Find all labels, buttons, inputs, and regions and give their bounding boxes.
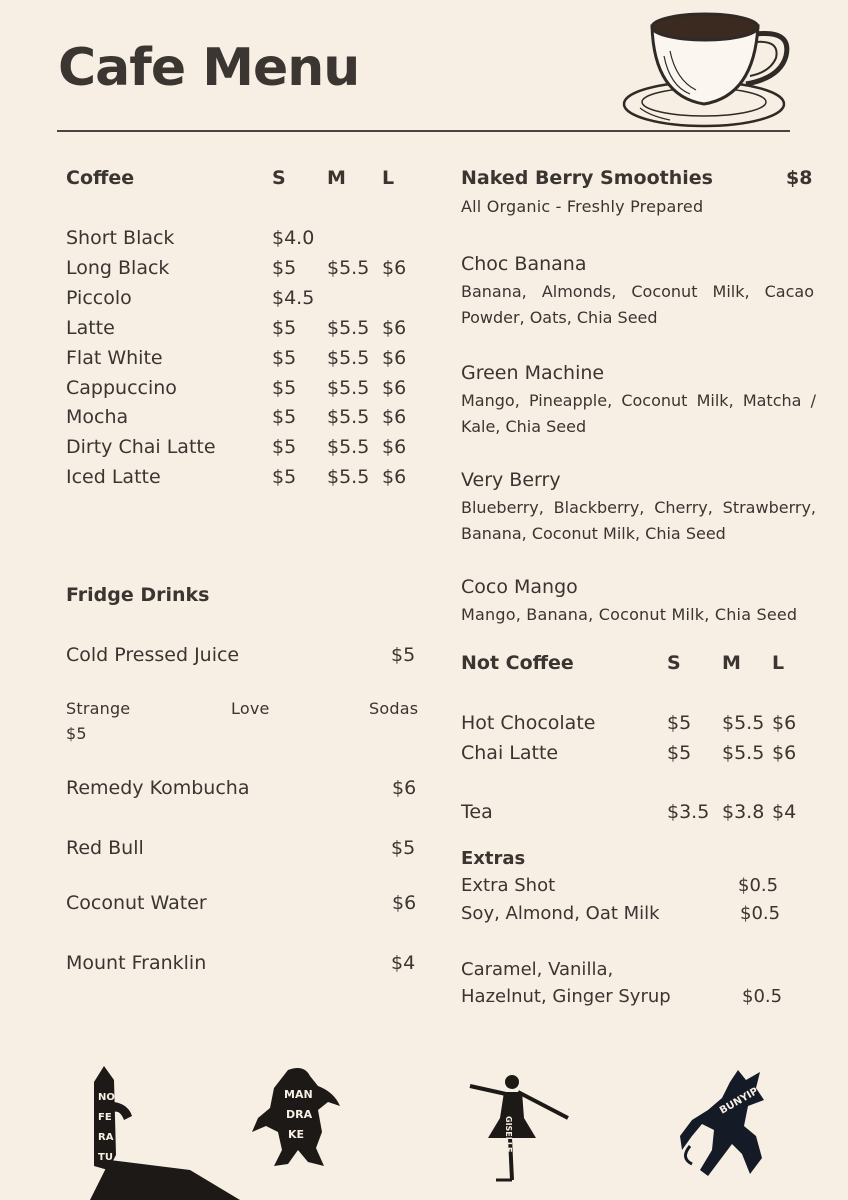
coffee-price-m: $5.5: [327, 257, 370, 279]
notcoffee-price-s: $5: [667, 742, 692, 764]
smoothie-desc: Mango, Pineapple, Coconut Milk, Matcha / Kale, Chia Seed: [461, 391, 816, 436]
nosferatu-text-1: NOS: [98, 1092, 123, 1103]
notcoffee-price-s: $5: [667, 712, 692, 734]
mandrake-logo: [248, 1062, 344, 1172]
mandrake-text-2: DRA: [286, 1108, 313, 1121]
fridge-item-name: Cold Pressed Juice: [66, 644, 240, 666]
coffee-item-name: Mocha: [66, 406, 129, 428]
coffee-item-name: Cappuccino: [66, 377, 177, 399]
fridge-item-price: $6: [392, 777, 417, 799]
distillery-text: DISTILLERY: [115, 1166, 161, 1184]
sodas-word-1: Strange: [66, 699, 131, 718]
notcoffee-price-l: $6: [772, 712, 797, 734]
fridge-item-name: Red Bull: [66, 837, 144, 859]
fridge-item-name: Coconut Water: [66, 892, 207, 914]
coffee-item-name: Long Black: [66, 257, 170, 279]
notcoffee-heading: Not Coffee: [461, 652, 574, 674]
coffee-price-s: $5: [272, 317, 297, 339]
coffee-price-m: $5.5: [327, 347, 370, 369]
page-title: Cafe Menu: [58, 38, 360, 98]
sodas-word-3: Sodas: [369, 699, 419, 718]
fridge-item-price: $5: [391, 837, 416, 859]
notcoffee-item-name: Hot Chocolate: [461, 712, 596, 734]
coffee-price-s: $4.0: [272, 227, 315, 249]
coffee-price-l: $6: [382, 257, 407, 279]
extras-item-name: Extra Shot: [461, 875, 556, 896]
coffee-item-name: Flat White: [66, 347, 163, 369]
coffee-price-m: $5.5: [327, 436, 370, 458]
smoothie-desc: Blueberry, Blackberry, Cherry, Strawberry, Banana, Coconut Milk, Chia Seed: [461, 498, 816, 543]
smoothie-name: Choc Banana: [461, 253, 587, 275]
nosferatu-logo: [80, 1060, 240, 1200]
fridge-item-price: $6: [392, 892, 417, 914]
smoothies-price: $8: [786, 167, 813, 189]
smoothie-desc: Banana, Almonds, Coconut Milk, Cacao Powder, Oats, Chia Seed: [461, 282, 814, 327]
smoothies-subtitle: All Organic - Freshly Prepared: [461, 197, 704, 216]
smoothie-name: Very Berry: [461, 469, 561, 491]
smoothie-name: Coco Mango: [461, 576, 578, 598]
coffee-price-m: $5.5: [327, 317, 370, 339]
fridge-heading: Fridge Drinks: [66, 584, 210, 606]
nosferatu-text-3: RA: [98, 1132, 114, 1143]
smoothie-name: Green Machine: [461, 362, 605, 384]
notcoffee-price-m: $3.8: [722, 801, 765, 823]
notcoffee-price-l: $4: [772, 801, 797, 823]
coffee-price-s: $5: [272, 257, 297, 279]
coffee-price-m: $5.5: [327, 377, 370, 399]
coffee-item-name: Latte: [66, 317, 115, 339]
coffee-price-l: $6: [382, 377, 407, 399]
smoothie-desc: Mango, Banana, Coconut Milk, Chia Seed: [461, 605, 798, 624]
extras-item-price: $0.5: [740, 903, 781, 924]
coffee-heading: Coffee: [66, 167, 135, 189]
nosferatu-text-4: TU: [98, 1152, 113, 1163]
extras-heading: Extras: [461, 848, 526, 869]
fridge-item-name: Remedy Kombucha: [66, 777, 250, 799]
coffee-price-l: $6: [382, 406, 407, 428]
notcoffee-price-l: $6: [772, 742, 797, 764]
coffee-price-s: $5: [272, 377, 297, 399]
mandrake-text-1: MAN: [284, 1088, 313, 1101]
ballerina-text: GISELLE: [504, 1116, 513, 1153]
coffee-price-l: $6: [382, 436, 407, 458]
fridge-item-price: $4: [391, 952, 416, 974]
notcoffee-price-m: $5.5: [722, 742, 765, 764]
notcoffee-price-m: $5.5: [722, 712, 765, 734]
extras-item-name: Soy, Almond, Oat Milk: [461, 903, 660, 924]
coffee-price-l: $6: [382, 466, 407, 488]
coffee-size-s: S: [272, 167, 286, 189]
coffee-price-s: $4.5: [272, 287, 315, 309]
syrup-price: $0.5: [742, 986, 783, 1007]
notcoffee-price-s: $3.5: [667, 801, 710, 823]
fridge-item-name: Mount Franklin: [66, 952, 207, 974]
coffee-price-l: $6: [382, 347, 407, 369]
coffee-item-name: Iced Latte: [66, 466, 161, 488]
ballerina-logo: [452, 1068, 574, 1184]
coffee-price-s: $5: [272, 466, 297, 488]
fridge-item-price: $5: [391, 644, 416, 666]
bunyip-text: BUNYIP: [718, 1085, 761, 1117]
coffee-item-name: Piccolo: [66, 287, 132, 309]
notcoffee-size-m: M: [722, 652, 741, 674]
coffee-item-name: Short Black: [66, 227, 175, 249]
coffee-size-l: L: [382, 167, 395, 189]
smoothies-heading: Naked Berry Smoothies: [461, 167, 713, 189]
title-divider: [57, 130, 790, 132]
sodas-price: $5: [66, 724, 87, 743]
sodas-word-2: Love: [231, 699, 270, 718]
coffee-price-m: $5.5: [327, 466, 370, 488]
extras-item-price: $0.5: [738, 875, 779, 896]
coffee-size-m: M: [327, 167, 346, 189]
coffee-price-s: $5: [272, 347, 297, 369]
coffee-item-name: Dirty Chai Latte: [66, 436, 216, 458]
coffee-price-m: $5.5: [327, 406, 370, 428]
syrup-line-1: Caramel, Vanilla,: [461, 959, 614, 980]
mandrake-text-3: KE: [288, 1128, 305, 1141]
notcoffee-item-name: Tea: [461, 801, 493, 823]
bunyip-logo: [678, 1066, 774, 1178]
notcoffee-size-l: L: [772, 652, 785, 674]
notcoffee-size-s: S: [667, 652, 681, 674]
nosferatu-text-2: FE: [98, 1112, 112, 1123]
coffee-price-s: $5: [272, 436, 297, 458]
notcoffee-item-name: Chai Latte: [461, 742, 559, 764]
syrup-line-2: Hazelnut, Ginger Syrup: [461, 986, 671, 1007]
coffee-cup-icon: [620, 6, 792, 132]
coffee-price-l: $6: [382, 317, 407, 339]
coffee-price-s: $5: [272, 406, 297, 428]
